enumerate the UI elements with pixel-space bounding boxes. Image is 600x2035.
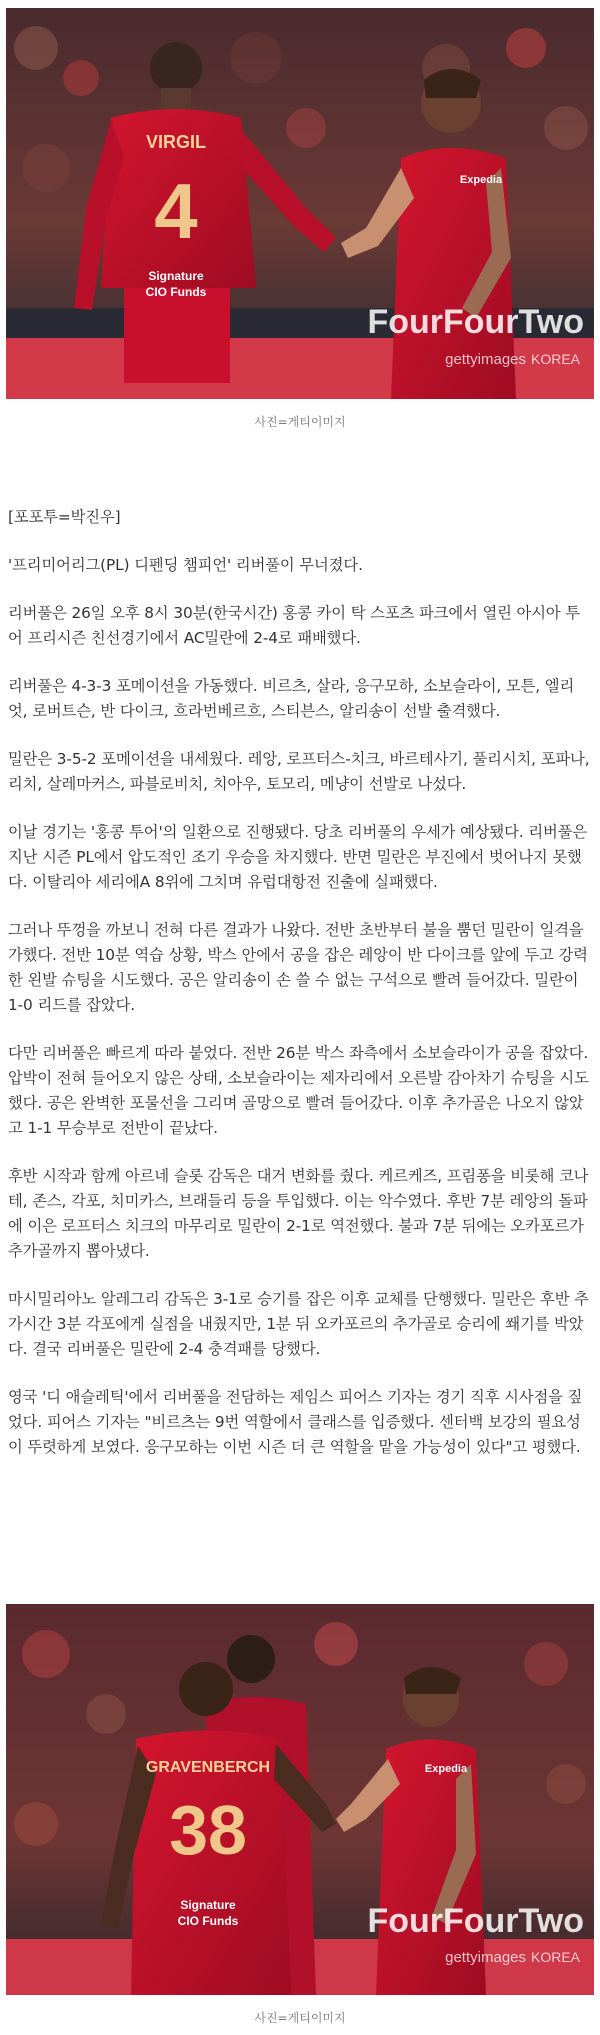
- article-paragraph: 다만 리버풀은 빠르게 따라 붙었다. 전반 26분 박스 좌측에서 소보슬라이가 공을 잡았다. 압박이 전혀 들어오지 않은 상태, 소보슬라이는 제자리에서 오른발 감아차기 슈팅을 시도했다. 공은 완벽한 포물선을 그리며 골망으로 빨려 들어갔다. 이후 추가골은 나오지 않았고 1-1 무승부로 전반이 끝났다.: [8, 1044, 589, 1137]
- article-paragraph: 마시밀리아노 알레그리 감독은 3-1로 승기를 잡은 이후 교체를 단행했다. 밀란은 후반 추가시간 3분 각포에게 실점을 내줬지만, 1분 뒤 오카포르의 추가골로 승리에 쐐기를 박았다. 결국 리버풀은 밀란에 2-4 충격패를 당했다.: [8, 1290, 589, 1358]
- getty-watermark-suffix: KOREA: [530, 351, 580, 367]
- player-left-name: GRAVENBERCH: [145, 1759, 271, 1776]
- article-photo-1: [6, 8, 594, 399]
- player-left-sponsor-2: CIO Funds: [145, 285, 207, 299]
- article-photo-2: [6, 1604, 594, 1995]
- article-body: [8, 505, 593, 1483]
- photo-1-scene: [6, 8, 594, 399]
- article-byline: [포포투=박진우]: [8, 508, 121, 526]
- article-paragraph: 리버풀은 4-3-3 포메이션을 가동했다. 비르츠, 살라, 응구모하, 소보슬라이, 모튼, 엘리엇, 로버트슨, 반 다이크, 흐라번베르흐, 스티븐스, 알리송이 선발 출격했다.: [8, 677, 575, 720]
- player-left-name: VIRGIL: [145, 132, 207, 152]
- article-paragraph: 후반 시작과 함께 아르네 슬롯 감독은 대거 변화를 줬다. 케르케즈, 프림퐁을 비롯해 코나테, 존스, 각포, 치미카스, 브래들리 등을 투입했다. 이는 악수였다. 후반 7분 레앙의 돌파에 이은 로프터스 치크의 마무리로 밀란이 2-1로 역전했다. 불과 7분 뒤에는 오카포르가 추가골까지 뽑아냈다.: [8, 1167, 589, 1260]
- fourfourtwo-watermark: FourFourTwo: [367, 303, 584, 341]
- player-right-sponsor: Expedia: [424, 1763, 468, 1775]
- player-left-sponsor-1: Signature: [180, 1898, 236, 1912]
- getty-watermark: gettyimages: [445, 1949, 526, 1966]
- article-paragraph: 밀란은 3-5-2 포메이션을 내세웠다. 레앙, 로프터스-치크, 바르테사기, 풀리시치, 포파나, 리치, 살레마커스, 파블로비치, 치아우, 토모리, 메냥이 선발로 나섰다.: [8, 750, 590, 793]
- photo-1-caption: 사진=게티이미지: [254, 415, 346, 429]
- photo-2-scene: [6, 1604, 594, 1995]
- article-paragraph: 그러나 뚜껑을 까보니 전혀 다른 결과가 나왔다. 전반 초반부터 불을 뿜던 밀란이 일격을 가했다. 전반 10분 역습 상황, 박스 안에서 공을 잡은 레앙이 반 다이크를 앞에 두고 강력한 왼발 슈팅을 시도했다. 공은 알리송이 손 쓸 수 없는 구석으로 빨려 들어갔다. 밀란이 1-0 리드를 잡았다.: [8, 921, 588, 1014]
- fourfourtwo-watermark: FourFourTwo: [367, 1902, 584, 1940]
- getty-watermark: gettyimages: [445, 351, 526, 368]
- photo-2-caption: 사진=게티이미지: [254, 2011, 346, 2025]
- player-left-number: 38: [169, 1791, 247, 1869]
- player-left-number: 4: [154, 167, 198, 255]
- getty-watermark-suffix: KOREA: [530, 1949, 580, 1965]
- article-paragraph: '프리미어리그(PL) 디펜딩 챔피언' 리버풀이 무너졌다.: [8, 556, 363, 574]
- article-paragraph: 영국 '디 애슬레틱'에서 리버풀을 전담하는 제임스 피어스 기자는 경기 직후 시사점을 짚었다. 피어스 기자는 "비르츠는 9번 역할에서 클래스를 입증했다. 센터백 보강의 필요성이 뚜렷하게 보였다. 응구모하는 이번 시즌 더 큰 역할을 맡을 가능성이 있다"고 평했다.: [8, 1388, 583, 1456]
- player-left-sponsor-2: CIO Funds: [177, 1914, 239, 1928]
- article-paragraph: 리버풀은 26일 오후 8시 30분(한국시간) 홍콩 카이 탁 스포츠 파크에서 열린 아시아 투어 프리시즌 친선경기에서 AC밀란에 2-4로 패배했다.: [8, 604, 581, 647]
- player-left-sponsor-1: Signature: [148, 269, 204, 283]
- article-paragraph: 이날 경기는 '홍콩 투어'의 일환으로 진행됐다. 당초 리버풀의 우세가 예상됐다. 리버풀은 지난 시즌 PL에서 압도적인 조기 우승을 차지했다. 반면 밀란은 부진에서 벗어나지 못했다. 이탈리아 세리에A 8위에 그치며 유럽대항전 진출에 실패했다.: [8, 823, 588, 891]
- player-right-sponsor: Expedia: [459, 174, 503, 186]
